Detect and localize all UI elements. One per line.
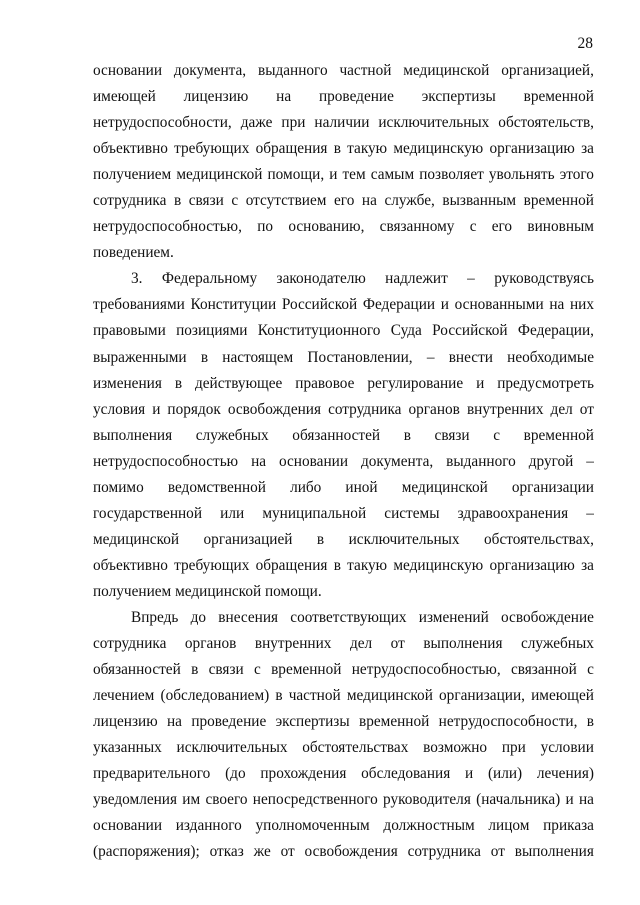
text-line xyxy=(93,318,594,344)
word: такую xyxy=(347,140,388,158)
word: лечения) xyxy=(536,765,594,783)
word: увольнять xyxy=(488,166,555,184)
word: получением xyxy=(93,166,172,184)
word: сотрудника xyxy=(407,843,481,861)
word: обязанностей xyxy=(292,426,381,444)
word: (распоряжения); xyxy=(93,843,200,861)
word: Суда xyxy=(390,322,422,340)
word: внутренних xyxy=(466,400,544,418)
text-line xyxy=(93,527,594,553)
word: государственной xyxy=(93,504,203,522)
word: Федерации xyxy=(362,296,436,314)
word: в xyxy=(316,530,325,548)
word: медицинской xyxy=(403,62,490,79)
text-line xyxy=(93,553,594,579)
word: позициями xyxy=(176,322,248,340)
word: – xyxy=(586,452,594,470)
text-line xyxy=(93,449,594,475)
word: и xyxy=(152,400,161,418)
word: иной xyxy=(345,478,378,496)
word: регулирование xyxy=(367,374,464,392)
word: по xyxy=(257,218,274,236)
word: нетрудоспособностью, xyxy=(351,661,501,679)
word: связанной xyxy=(510,661,577,679)
word: лицензию xyxy=(93,713,158,731)
word: Постановлении, xyxy=(307,348,413,366)
word: связи xyxy=(188,192,224,210)
word: исключительных xyxy=(348,530,460,548)
word: медицинскую xyxy=(393,140,484,158)
text-line xyxy=(93,423,594,449)
word: этого xyxy=(559,166,594,184)
word: в xyxy=(333,140,341,158)
word: изданного xyxy=(175,817,242,835)
word: выполнения xyxy=(93,426,173,444)
word: дел xyxy=(550,400,573,418)
word: органов xyxy=(184,635,237,653)
word: при xyxy=(281,114,306,132)
word: освобождение xyxy=(501,608,594,626)
word: в xyxy=(174,374,183,392)
text-line xyxy=(93,266,594,292)
word: службе, xyxy=(384,192,435,210)
word: возможно xyxy=(423,739,488,757)
text-line xyxy=(93,240,594,266)
word: предусмотреть xyxy=(497,374,594,392)
word: выданного xyxy=(257,62,328,79)
word: до xyxy=(190,608,207,626)
word: надлежит xyxy=(385,270,448,288)
word: организации xyxy=(511,478,594,496)
word: условии xyxy=(540,739,594,757)
word: с xyxy=(493,426,501,444)
word: документа, xyxy=(360,452,434,470)
word: медицинской xyxy=(175,582,262,600)
word: с xyxy=(587,661,594,679)
text-line xyxy=(93,188,594,214)
word: и xyxy=(440,296,449,314)
word: Федеральному xyxy=(161,270,258,288)
word: медицинской xyxy=(401,478,488,496)
word: основании xyxy=(93,817,163,835)
word: в xyxy=(333,556,341,574)
word: временной xyxy=(523,88,594,106)
word: отсутствием xyxy=(245,192,327,210)
word: на xyxy=(361,192,377,210)
word: внутренних xyxy=(254,635,332,653)
word: лечением xyxy=(93,687,155,705)
word: же xyxy=(253,843,271,861)
word: Конституции xyxy=(190,296,277,314)
word: действующее xyxy=(194,374,283,392)
text-line xyxy=(93,292,594,318)
word: требующих xyxy=(174,140,250,158)
word: и xyxy=(476,374,485,392)
word: должностным xyxy=(383,817,475,835)
word: органов xyxy=(408,400,460,418)
word: освобождения xyxy=(304,843,398,861)
text-line xyxy=(93,136,594,162)
word: и xyxy=(329,166,338,184)
word: руководителя xyxy=(383,791,471,809)
word: на xyxy=(166,713,182,731)
word: медицинскую xyxy=(393,556,484,574)
text-line xyxy=(93,631,594,657)
text-line xyxy=(93,345,594,371)
text-line xyxy=(93,657,594,683)
text-line xyxy=(93,214,594,240)
word: изменения xyxy=(93,374,162,392)
word: законодателю xyxy=(276,270,366,288)
text-line xyxy=(93,475,594,501)
word: временной xyxy=(271,661,342,679)
word: отказ xyxy=(209,843,244,861)
word: – xyxy=(586,504,594,522)
word: в xyxy=(173,192,182,210)
word: приказа xyxy=(543,817,594,835)
text-line xyxy=(93,371,594,397)
word: самым xyxy=(370,166,415,184)
word: здравоохранения xyxy=(457,504,569,522)
word: предварительного xyxy=(93,765,211,783)
word: наличии xyxy=(314,114,370,132)
document-body xyxy=(93,58,594,865)
word: правовое xyxy=(295,374,355,392)
word: указанных xyxy=(93,739,162,757)
word: основанию, xyxy=(288,218,365,236)
word: нетрудоспособностью, xyxy=(93,218,242,236)
word: другой xyxy=(528,452,574,470)
page-number: 28 xyxy=(577,35,593,52)
word: сотрудника xyxy=(93,192,167,210)
word: – xyxy=(467,270,475,288)
word: обращения xyxy=(255,556,328,574)
word: обстоятельствах, xyxy=(484,530,594,548)
word: нетрудоспособностью xyxy=(93,452,239,470)
word: требующих xyxy=(174,556,250,574)
word: правовыми xyxy=(93,322,166,340)
word: его xyxy=(491,218,513,236)
word: помимо xyxy=(93,478,144,496)
word: в xyxy=(200,348,209,366)
word: сотрудника xyxy=(93,635,167,653)
word: лицом xyxy=(488,817,530,835)
word: с xyxy=(469,218,477,236)
word: основании xyxy=(278,452,349,470)
text-line xyxy=(93,162,594,188)
word: на xyxy=(578,791,594,809)
word: его xyxy=(334,192,355,210)
word: Российской xyxy=(281,296,358,314)
word: связи xyxy=(434,426,470,444)
word: такую xyxy=(347,556,388,574)
word: обстоятельств, xyxy=(498,114,594,132)
word: в xyxy=(191,661,199,679)
word: частной xyxy=(288,687,341,705)
word: организацией, xyxy=(501,62,594,79)
word: от xyxy=(579,400,594,418)
word: в xyxy=(403,426,411,444)
text-line xyxy=(93,709,594,735)
word: имеющей xyxy=(93,88,156,106)
text-line xyxy=(93,839,594,865)
word: выполнения xyxy=(514,843,594,861)
word: прохождения xyxy=(260,765,347,783)
word: получением xyxy=(93,582,172,600)
word: объективно xyxy=(93,140,168,158)
word: служебных xyxy=(195,426,269,444)
word: организацией xyxy=(203,530,293,548)
word: за xyxy=(581,556,594,574)
word: с xyxy=(231,192,239,210)
word: с xyxy=(253,661,261,679)
word: выданного xyxy=(446,452,516,470)
text-line xyxy=(93,397,594,423)
word: им xyxy=(182,791,201,809)
word: внести xyxy=(448,348,493,366)
word: уполномоченным xyxy=(255,817,370,835)
word: обращения xyxy=(255,140,328,158)
word: необходимые xyxy=(507,348,594,366)
word: нетрудоспособности, xyxy=(438,713,578,731)
word: и xyxy=(565,791,574,809)
word: связи xyxy=(208,661,244,679)
word: временной xyxy=(358,713,430,731)
text-line xyxy=(93,110,594,136)
word: – xyxy=(426,348,435,366)
word: обследования xyxy=(361,765,451,783)
word: помощи. xyxy=(264,582,322,600)
word: системы xyxy=(384,504,440,522)
word: 3. xyxy=(131,270,143,288)
word: в xyxy=(586,713,594,731)
word: обязанностей xyxy=(93,661,181,679)
word: Федерации, xyxy=(517,322,594,340)
word: связанному xyxy=(379,218,455,236)
word: либо xyxy=(290,478,322,496)
word: обстоятельствах xyxy=(302,739,409,757)
word: уведомления xyxy=(93,791,178,809)
word: документа, xyxy=(173,62,247,79)
word: ведомственной xyxy=(167,478,266,496)
word: своего xyxy=(205,791,248,809)
word: Российской xyxy=(432,322,508,340)
word: организации, xyxy=(439,687,525,705)
text-line xyxy=(93,501,594,527)
text-line xyxy=(93,735,594,761)
word: выраженными xyxy=(93,348,187,366)
word: требованиями xyxy=(93,296,185,314)
text-line xyxy=(93,813,594,839)
word: (обследованием) xyxy=(160,687,270,705)
word: от xyxy=(390,635,405,653)
text-line xyxy=(93,787,594,813)
word: от xyxy=(280,843,295,861)
word: временной xyxy=(523,426,594,444)
text-line xyxy=(93,761,594,787)
word: Впредь xyxy=(131,608,179,626)
word: частной xyxy=(339,62,392,79)
word: настоящем xyxy=(222,348,294,366)
word: (начальника) xyxy=(476,791,561,809)
word: поведением. xyxy=(93,244,174,262)
word: выполнения xyxy=(423,635,503,653)
word: освобождения xyxy=(227,400,322,418)
word: служебных xyxy=(521,635,594,653)
word: проведение xyxy=(191,713,267,731)
word: проведение xyxy=(318,88,394,106)
word: вызванным xyxy=(442,192,517,210)
word: исключительных xyxy=(378,114,490,132)
word: экспертизы xyxy=(275,713,350,731)
word: на xyxy=(549,296,565,314)
word: организацию xyxy=(489,556,575,574)
word: основанными xyxy=(454,296,544,314)
word: порядок xyxy=(167,400,221,418)
word: исключительных xyxy=(176,739,288,757)
text-line xyxy=(93,605,594,631)
word: дел xyxy=(349,635,373,653)
word: на xyxy=(251,452,267,470)
text-line xyxy=(93,683,594,709)
word: позволяет xyxy=(419,166,484,184)
word: и xyxy=(465,765,474,783)
text-line xyxy=(93,579,594,605)
word: руководствуясь xyxy=(494,270,594,288)
word: изменений xyxy=(418,608,489,626)
word: сотрудника xyxy=(328,400,402,418)
word: медицинской xyxy=(176,166,263,184)
word: внесения xyxy=(218,608,279,626)
word: временной xyxy=(523,192,594,210)
word: организацию xyxy=(489,140,575,158)
text-line xyxy=(93,58,594,84)
word: лицензию xyxy=(183,88,249,106)
word: даже xyxy=(240,114,273,132)
word: за xyxy=(581,140,594,158)
word: помощи, xyxy=(267,166,325,184)
word: непосредственного xyxy=(252,791,378,809)
word: (до xyxy=(225,765,246,783)
word: основании xyxy=(93,62,163,79)
word: медицинской xyxy=(93,530,180,548)
word: от xyxy=(490,843,505,861)
word: них xyxy=(569,296,594,314)
word: (или) xyxy=(487,765,523,783)
word: экспертизы xyxy=(421,88,496,106)
word: нетрудоспособности, xyxy=(93,114,232,132)
word: виновным xyxy=(527,218,594,236)
word: тем xyxy=(342,166,366,184)
word: объективно xyxy=(93,556,168,574)
text-line xyxy=(93,84,594,110)
word: Конституционного xyxy=(257,322,381,340)
word: имеющей xyxy=(531,687,594,705)
word: или xyxy=(220,504,245,522)
word: в xyxy=(275,687,283,705)
word: муниципальной xyxy=(262,504,367,522)
word: условия xyxy=(93,400,146,418)
word: при xyxy=(501,739,526,757)
word: на xyxy=(276,88,292,106)
word: медицинской xyxy=(346,687,433,705)
word: соответствующих xyxy=(290,608,407,626)
